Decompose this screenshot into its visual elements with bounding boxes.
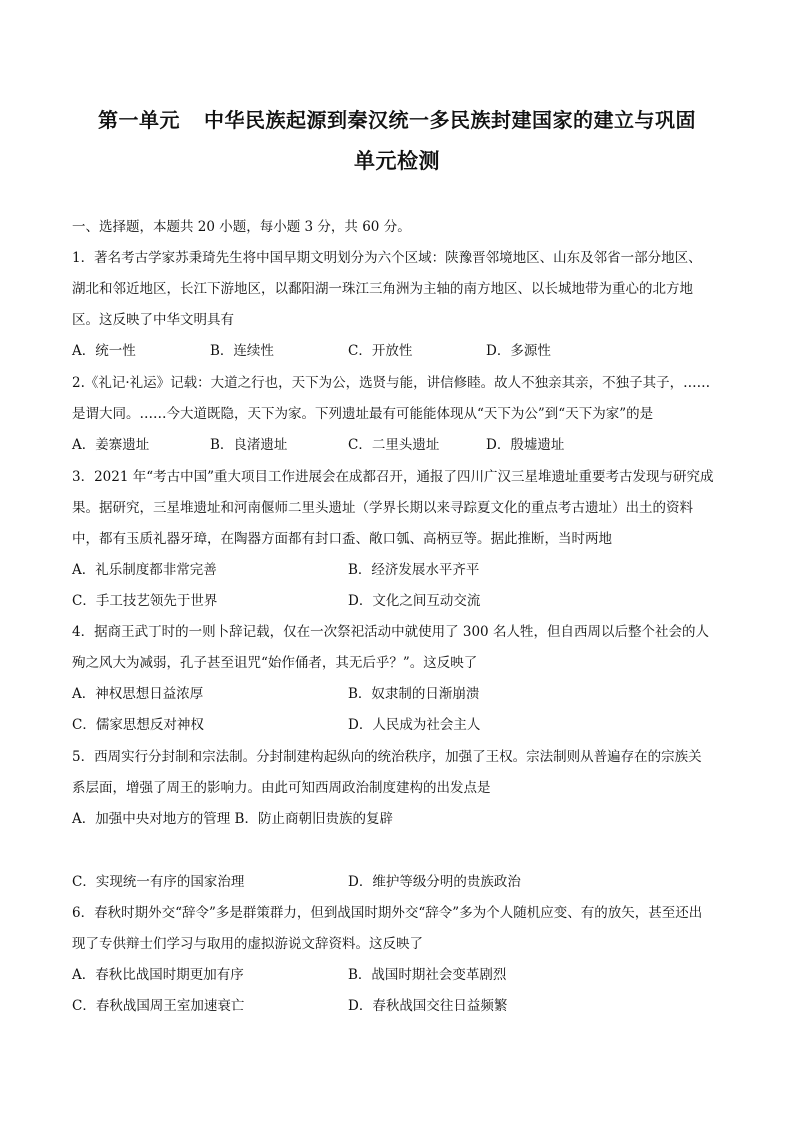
q3-line-1: 3．2021 年“考古中国”重大项目工作进展会在成都召开，通报了四川广汉三星堆遗址重要考古发现与研究成: [72, 469, 714, 485]
q4-line-2: 殉之风大为减弱，孔子甚至诅咒“始作俑者，其无后乎？”。这反映了: [72, 655, 478, 671]
q4-option-c: C．儒家思想反对神权: [72, 717, 204, 733]
q4-line-1: 4．据商王武丁时的一则卜辞记载，仅在一次祭祀活动中就使用了 300 名人牲，但自西周以后整个社会的人: [72, 624, 709, 640]
q3-option-a: A．礼乐制度都非常完善: [72, 562, 217, 578]
q3-line-2: 果。据研究，三星堆遗址和河南偃师二里头遗址（学界长期以来寻踪夏文化的重点考古遗址）出土的资料: [72, 500, 693, 516]
q3-option-c: C．手工技艺领先于世界: [72, 593, 218, 609]
q5-option-d: D．维护等级分明的贵族政治: [348, 874, 521, 890]
q6-option-d: D．春秋战国交往日益频繁: [348, 998, 508, 1014]
q5-line-2: 系层面，增强了周王的影响力。由此可知西周政治制度建构的出发点是: [72, 780, 491, 796]
q6-line-1: 6．春秋时期外交“辞令”多是群策群力，但到战国时期外交“辞令”多为个人随机应变、有的放矢，甚至还出: [72, 905, 703, 921]
q5-option-ab: A．加强中央对地方的管理 B．防止商朝旧贵族的复辟: [72, 811, 393, 827]
q3-line-3: 中，都有玉质礼器牙璋，在陶器方面都有封口盉、敞口瓠、高柄豆等。据此推断，当时两地: [72, 531, 612, 547]
unit-title: [0, 104, 794, 133]
q2-option-a: A．姜寨遗址: [72, 437, 150, 453]
q1-line-1: 1．著名考古学家苏秉琦先生将中国早期文明划分为六个区域：陕豫晋邻境地区、山东及邻省一部分地区、: [72, 250, 702, 266]
q1-option-d: D．多源性: [486, 343, 551, 359]
q2-line-2: 是谓大同。……今大道既隐，天下为家。下列遗址最有可能能体现从“天下为公”到“天下为家”的是: [72, 406, 654, 422]
q5-line-1: 5．西周实行分封制和宗法制。分封制建构起纵向的统治秩序，加强了王权。宗法制则从普遍存在的宗族关: [72, 749, 702, 765]
q2-line-1: 2.《礼记·礼运》记载：大道之行也，天下为公，选贤与能，讲信修睦。故人不独亲其亲，不独子其子，……: [72, 375, 711, 391]
q4-option-a: A．神权思想日益浓厚: [72, 686, 204, 702]
q1-option-a: A．统一性: [72, 343, 136, 359]
q1-line-3: 区。这反映了中华文明具有: [72, 312, 234, 328]
q5-option-c: C．实现统一有序的国家治理: [72, 874, 245, 890]
q6-option-b: B．战国时期社会变革剧烈: [348, 967, 507, 983]
q4-option-b: B．奴隶制的日渐崩溃: [348, 686, 480, 702]
unit-subtitle: 单元检测: [354, 149, 440, 173]
q6-line-2: 现了专供辩士们学习与取用的虚拟游说文辞资料。这反映了: [72, 936, 423, 952]
q3-option-b: B．经济发展水平齐平: [348, 562, 480, 578]
q1-option-b: B．连续性: [210, 343, 274, 359]
q2-option-d: D．殷墟遗址: [486, 437, 565, 453]
q3-option-d: D．文化之间互动交流: [348, 593, 481, 609]
unit-main-title: 中华民族起源到秦汉统一多民族封建国家的建立与巩固: [204, 108, 696, 132]
q6-option-a: A．春秋比战国时期更加有序: [72, 967, 244, 983]
q1-option-c: C．开放性: [348, 343, 413, 359]
q4-option-d: D．人民成为社会主人: [348, 717, 481, 733]
section-heading: 一、选择题，本题共 20 小题，每小题 3 分，共 60 分。: [72, 219, 411, 235]
q6-option-c: C．春秋战国周王室加速衰亡: [72, 998, 245, 1014]
q2-option-c: C．二里头遗址: [348, 437, 440, 453]
unit-number: 第一单元: [98, 108, 180, 132]
q2-option-b: B．良渚遗址: [210, 437, 288, 453]
q1-line-2: 湖北和邻近地区，长江下游地区，以鄱阳湖一珠江三角洲为主轴的南方地区、以长城地带为重心的北方地: [72, 281, 693, 297]
